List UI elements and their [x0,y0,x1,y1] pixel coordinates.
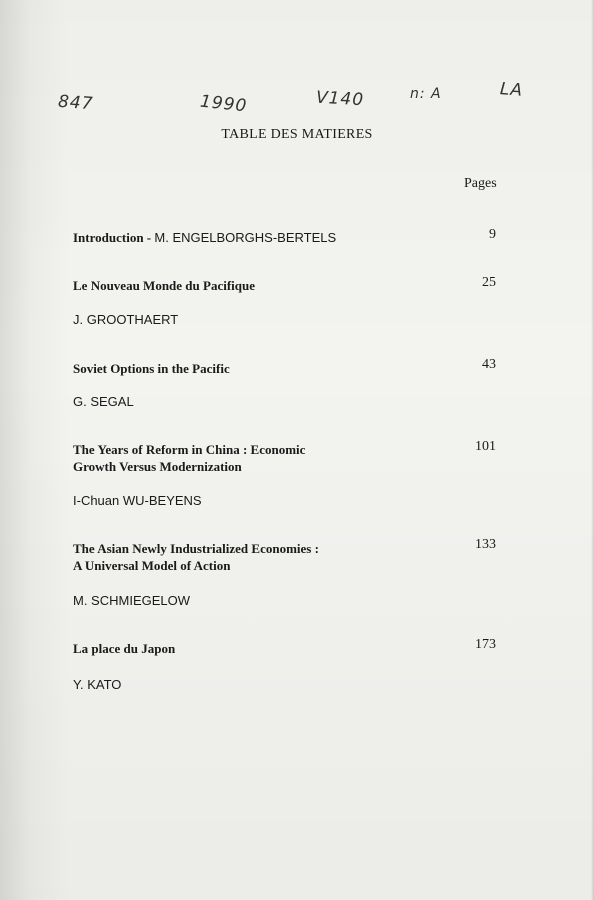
toc-entry-title [73,441,305,475]
toc-entry-title: Le Nouveau Monde du Pacifique [73,278,256,293]
toc-entry-title-text: Introduction - [73,230,155,245]
toc-entry-title-line: The Asian Newly Industrialized Economies : [73,541,319,556]
toc-entry-page: 173 [475,637,496,652]
handwritten-note-847: 847 [57,91,95,115]
handwritten-note-v140: V140 [315,87,365,111]
toc-entry-title-line: The Years of Reform in China : Economic [73,442,306,457]
toc-entry-title: La place du Japon [73,641,176,656]
toc-entry-author: M. SCHMIEGELOW [73,593,191,608]
toc-entry-title-line: Growth Versus Modernization [73,459,242,474]
pages-column-header: Pages [464,176,497,191]
toc-entry-title [73,229,336,246]
toc-entry-page: 43 [482,357,496,372]
toc-entry-author: Y. KATO [73,677,122,692]
toc-entry-page: 25 [482,275,496,290]
page-title: TABLE DES MATIERES [221,127,373,142]
handwritten-note-la: LA [499,79,524,101]
toc-entry-author: G. SEGAL [73,394,134,409]
toc-entry-page: 9 [489,227,496,242]
toc-entry-title: Soviet Options in the Pacific [73,361,230,376]
toc-entry-author: I-Chuan WU-BEYENS [73,493,202,508]
toc-entry-author-inline: M. ENGELBORGHS-BERTELS [154,230,337,245]
handwritten-note-number: n: A [410,86,442,102]
toc-entry-title-line: A Universal Model of Action [73,558,231,573]
toc-entry-title [73,540,319,574]
toc-entry-page: 133 [475,537,496,552]
toc-entry-page: 101 [475,439,496,454]
handwritten-note-1990: 1990 [199,91,249,117]
toc-entry-author: J. GROOTHAERT [73,312,179,327]
